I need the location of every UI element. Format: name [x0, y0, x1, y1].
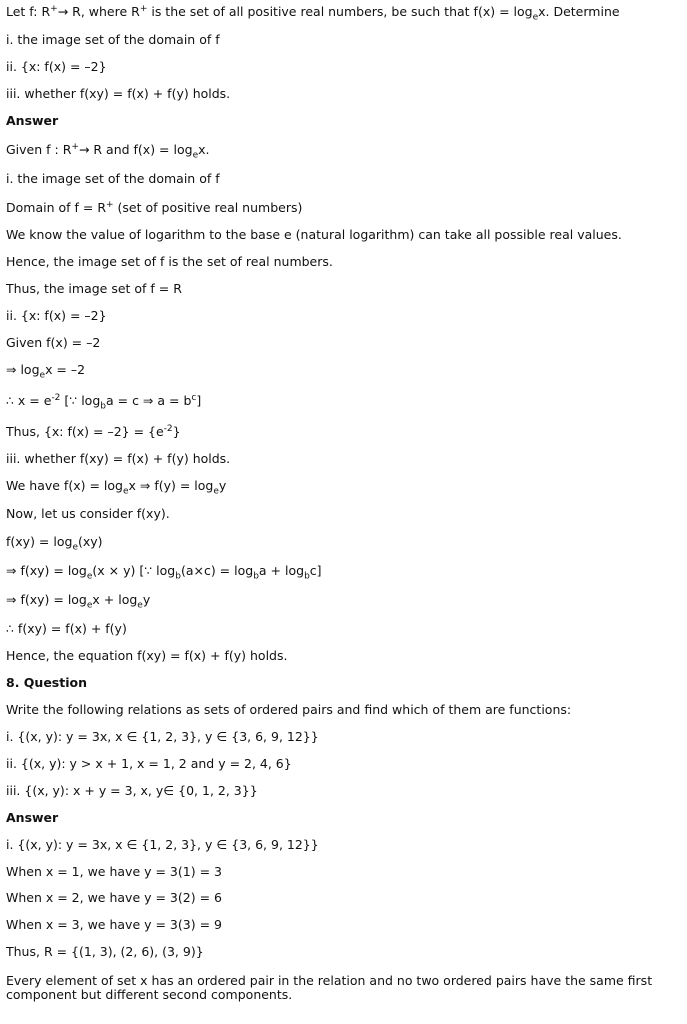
- answer-line: [6, 392, 681, 412]
- question-8-part-ii: [6, 756, 681, 772]
- subscript: b: [304, 571, 310, 582]
- text-run: ii. {x: f(x) = –2}: [6, 308, 107, 323]
- text-run: ∴ f(xy) = f(x) + f(y): [6, 621, 127, 636]
- text-run: ]: [196, 393, 202, 408]
- superscript: +: [106, 199, 114, 210]
- question-7-text: [6, 3, 681, 23]
- text-run: ii. {(x, y): y > x + 1, x = 1, 2 and y = 2, 4, 6}: [6, 756, 292, 771]
- answer-line: [6, 621, 681, 637]
- text-run: When x = 2, we have y = 3(2) = 6: [6, 890, 222, 905]
- answer-line: [6, 451, 681, 467]
- text-run: x.: [198, 142, 210, 157]
- text-run: x = –2: [45, 362, 86, 377]
- question-7-part-iii: [6, 86, 681, 102]
- answer-7-heading: [6, 113, 681, 129]
- text-run: Let f: R: [6, 4, 51, 19]
- text-run: ⇒ f(xy) = log: [6, 592, 87, 607]
- question-8-part-iii: [6, 783, 681, 799]
- text-run: Answer: [6, 113, 59, 128]
- text-run: When x = 3, we have y = 3(3) = 9: [6, 917, 222, 932]
- subscript: e: [39, 370, 46, 381]
- answer-line: [6, 890, 681, 906]
- answer-line: [6, 974, 681, 1002]
- text-run: ∴ x = e: [6, 393, 52, 408]
- superscript: -2: [51, 392, 61, 403]
- text-run: Now, let us consider f(xy).: [6, 506, 170, 521]
- text-run: x. Determine: [538, 4, 620, 19]
- text-run: ⇒ log: [6, 362, 40, 377]
- answer-line: [6, 944, 681, 960]
- question-8-part-i: [6, 729, 681, 745]
- answer-line: [6, 917, 681, 933]
- subscript: e: [122, 486, 129, 497]
- superscript: +: [71, 141, 79, 152]
- text-run: ⇒ f(xy) = log: [6, 563, 87, 578]
- text-run: Hence, the equation f(xy) = f(x) + f(y) holds.: [6, 648, 288, 663]
- answer-line: [6, 281, 681, 297]
- text-run: (x × y) [∵ log: [92, 563, 176, 578]
- text-run: (xy): [77, 534, 103, 549]
- text-run: Given f : R: [6, 142, 72, 157]
- answer-line: [6, 335, 681, 351]
- text-run: Thus, the image set of f = R: [6, 281, 182, 296]
- text-run: Domain of f = R: [6, 200, 107, 215]
- text-run: → R and f(x) = log: [78, 142, 193, 157]
- text-run: is the set of all positive real numbers, be such that f(x) = log: [147, 4, 533, 19]
- answer-line: [6, 648, 681, 664]
- question-7-part-ii: [6, 59, 681, 75]
- text-run: We know the value of logarithm to the base e (natural logarithm) can take all possible real values.: [6, 227, 622, 242]
- subscript: e: [86, 600, 93, 611]
- answer-line: [6, 200, 681, 216]
- text-run: i. the image set of the domain of f: [6, 171, 220, 186]
- text-run: Given f(x) = –2: [6, 335, 101, 350]
- text-run: a + log: [258, 563, 305, 578]
- text-run: i. {(x, y): y = 3x, x ∈ {1, 2, 3}, y ∈ {3, 6, 9, 12}}: [6, 729, 319, 744]
- text-run: y: [142, 592, 151, 607]
- text-run: f(xy) = log: [6, 534, 73, 549]
- text-run: }: [172, 424, 181, 439]
- answer-line: [6, 534, 681, 553]
- question-8-text: [6, 702, 681, 718]
- text-run: Every element of set x has an ordered pair in the relation and no two ordered pairs have the same first component but different second components.: [6, 973, 653, 1002]
- answer-line: [6, 837, 681, 853]
- text-run: (a×c) = log: [180, 563, 254, 578]
- superscript: -2: [163, 423, 173, 434]
- text-run: ii. {x: f(x) = –2}: [6, 59, 107, 74]
- subscript: b: [100, 401, 106, 412]
- subscript: e: [213, 486, 219, 497]
- answer-line: [6, 308, 681, 324]
- text-run: c]: [309, 563, 322, 578]
- subscript: b: [253, 571, 259, 582]
- answer-line: [6, 592, 681, 611]
- answer-line: [6, 478, 681, 497]
- text-run: iii. whether f(xy) = f(x) + f(y) holds.: [6, 451, 231, 466]
- text-run: Write the following relations as sets of ordered pairs and find which of them are functions:: [6, 702, 572, 717]
- text-run: → R, where R: [57, 4, 140, 19]
- superscript: +: [139, 3, 148, 14]
- subscript: e: [86, 571, 93, 582]
- question-8-heading: [6, 675, 681, 691]
- text-run: Thus, R = {(1, 3), (2, 6), (3, 9)}: [6, 944, 204, 959]
- text-run: (set of positive real numbers): [113, 200, 303, 215]
- question-7-part-i: [6, 32, 681, 48]
- subscript: b: [175, 571, 181, 582]
- answer-line: [6, 362, 681, 381]
- text-run: Answer: [6, 810, 59, 825]
- text-run: i. {(x, y): y = 3x, x ∈ {1, 2, 3}, y ∈ {3, 6, 9, 12}}: [6, 837, 319, 852]
- text-run: We have f(x) = log: [6, 478, 123, 493]
- text-run: [∵ log: [60, 393, 101, 408]
- text-run: Thus, {x: f(x) = –2} = {e: [6, 424, 164, 439]
- text-run: x + log: [92, 592, 138, 607]
- answer-line: [6, 864, 681, 880]
- answer-line: [6, 254, 681, 270]
- answer-line: [6, 506, 681, 522]
- subscript: e: [532, 12, 539, 23]
- superscript: +: [50, 3, 58, 14]
- subscript: e: [137, 600, 143, 611]
- answer-line: [6, 227, 681, 243]
- subscript: e: [192, 150, 199, 161]
- text-run: a = c ⇒ a = b: [105, 393, 192, 408]
- superscript: c: [191, 392, 197, 403]
- text-run: Hence, the image set of f is the set of real numbers.: [6, 254, 333, 269]
- answer-line: [6, 141, 681, 161]
- text-run: 8. Question: [6, 675, 87, 690]
- answer-line: [6, 424, 681, 440]
- answer-8-heading: [6, 810, 681, 826]
- text-run: iii. {(x, y): x + y = 3, x, y∈ {0, 1, 2, 3}}: [6, 783, 258, 798]
- text-run: y: [218, 478, 227, 493]
- subscript: e: [72, 542, 78, 553]
- text-run: iii. whether f(xy) = f(x) + f(y) holds.: [6, 86, 231, 101]
- text-run: When x = 1, we have y = 3(1) = 3: [6, 864, 222, 879]
- text-run: x ⇒ f(y) = log: [128, 478, 214, 493]
- answer-line: [6, 563, 681, 582]
- answer-line: [6, 171, 681, 187]
- text-run: i. the image set of the domain of f: [6, 32, 220, 47]
